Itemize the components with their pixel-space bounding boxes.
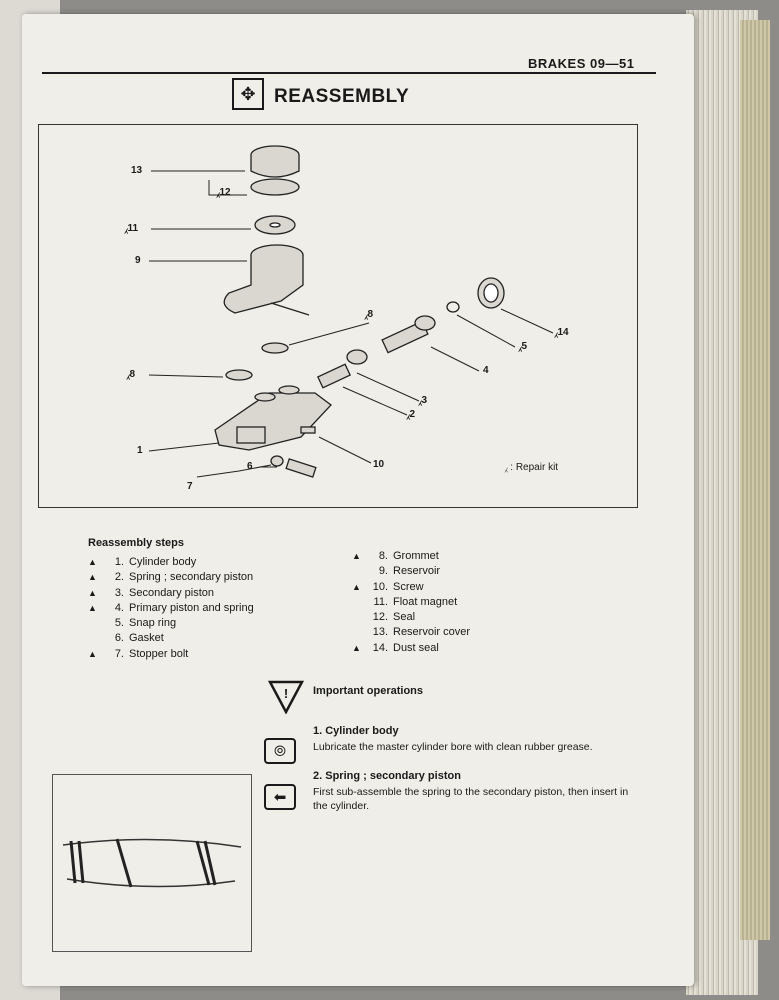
exploded-diagram [38,124,638,508]
op-2-text: First sub-assemble the spring to the secondary piston, then insert in the cylinder. [313,786,629,812]
step-row [352,580,470,595]
steps-left-column [88,555,254,662]
step-marker: ▲ [88,557,97,567]
step-number: 4. [114,601,124,614]
callout-8-left: ⁁8 [127,369,136,380]
step-label: Seal [393,611,416,624]
step-row [88,647,254,662]
step-marker: ▲ [88,648,97,659]
steps-right-column [352,549,470,656]
callout-1: 1 [137,445,143,456]
callout-14: ⁁14 [555,327,569,338]
step-label: Primary piston and spring [129,601,254,614]
step-label: Grommet [393,550,439,562]
step-label: Screw [393,580,424,593]
spring-illustration [53,775,251,951]
step-number: 8. [378,550,388,562]
step-number: 1. [114,556,124,568]
step-marker: ▲ [352,551,361,561]
important-operations-title: Important operations [313,685,424,697]
step-row [88,555,254,570]
repair-kit-note: ⁁ : Repair kit [505,462,559,473]
step-marker: ▲ [88,572,97,583]
step-label: Cylinder body [129,556,197,568]
step-row [88,631,254,646]
svg-text:!: ! [283,686,289,701]
header-rule [42,72,656,74]
step-number: 14. [372,641,388,654]
warning-triangle-icon [268,680,304,714]
step-number: 3. [114,586,124,599]
step-row [88,586,254,601]
manual-page [22,14,694,986]
step-label: Stopper bolt [129,647,189,660]
step-row [352,595,470,610]
step-label: Secondary piston [129,586,214,599]
step-marker [352,595,368,610]
grease-icon: ⦾ [264,738,296,764]
step-marker: ▲ [88,587,97,598]
op-2-title: 2. Spring ; secondary piston [313,770,461,782]
step-number: 5. [114,617,124,630]
step-row [352,641,470,656]
callout-7: 7 [187,481,193,492]
callout-12: ⁁12 [217,187,231,198]
step-label: Spring ; secondary piston [129,571,254,584]
step-row [352,610,470,625]
callout-3: ⁁3 [419,395,428,406]
step-row [352,549,470,564]
step-marker [352,625,368,640]
step-marker: ▲ [352,642,361,653]
step-number: 6. [114,632,124,645]
step-marker: ▲ [352,581,361,592]
step-row [88,570,254,585]
step-number: 13. [372,626,388,639]
callout-4: 4 [483,365,489,376]
step-marker [88,616,104,631]
step-label: Dust seal [393,641,439,654]
step-number: 7. [114,647,124,660]
section-title: REASSEMBLY [274,86,410,107]
callout-11: ⁁11 [125,223,139,234]
step-label: Gasket [129,632,164,645]
page-header-title: BRAKES 09—51 [528,56,635,71]
step-label: Float magnet [393,595,458,608]
callout-8-right: ⁁8 [365,309,374,320]
step-row [352,625,470,640]
step-number: 2. [114,571,124,584]
step-marker [352,610,368,625]
callout-13: 13 [131,165,143,176]
step-label: Reservoir cover [393,626,471,639]
steering-illustration [52,774,252,952]
reassembly-arrows-icon: ✥ [232,78,264,110]
step-row [88,601,254,616]
op-1-text: Lubricate the master cylinder bore with clean rubber grease. [313,741,593,753]
step-row [88,616,254,631]
arrow-left-icon: ⬅ [264,784,296,810]
callout-5: ⁁5 [519,341,528,352]
callout-2: ⁁2 [407,409,416,420]
step-row [352,564,470,579]
step-marker [352,564,368,579]
callout-10: 10 [373,459,385,470]
step-number: 9. [378,565,388,578]
step-number: 11. [373,595,388,608]
reassembly-steps-title: Reassembly steps [88,537,184,549]
step-marker: ▲ [88,602,97,613]
step-label: Reservoir [393,565,441,578]
step-marker [88,631,104,646]
step-label: Snap ring [129,617,177,630]
step-number: 12. [372,611,388,624]
callout-9: 9 [135,255,141,266]
master-cylinder-drawing [39,125,639,509]
page-stack-edge-yellow [740,20,770,940]
step-number: 10. [372,580,388,593]
op-1-title: 1. Cylinder body [313,725,399,737]
callout-6: 6 [247,461,253,472]
